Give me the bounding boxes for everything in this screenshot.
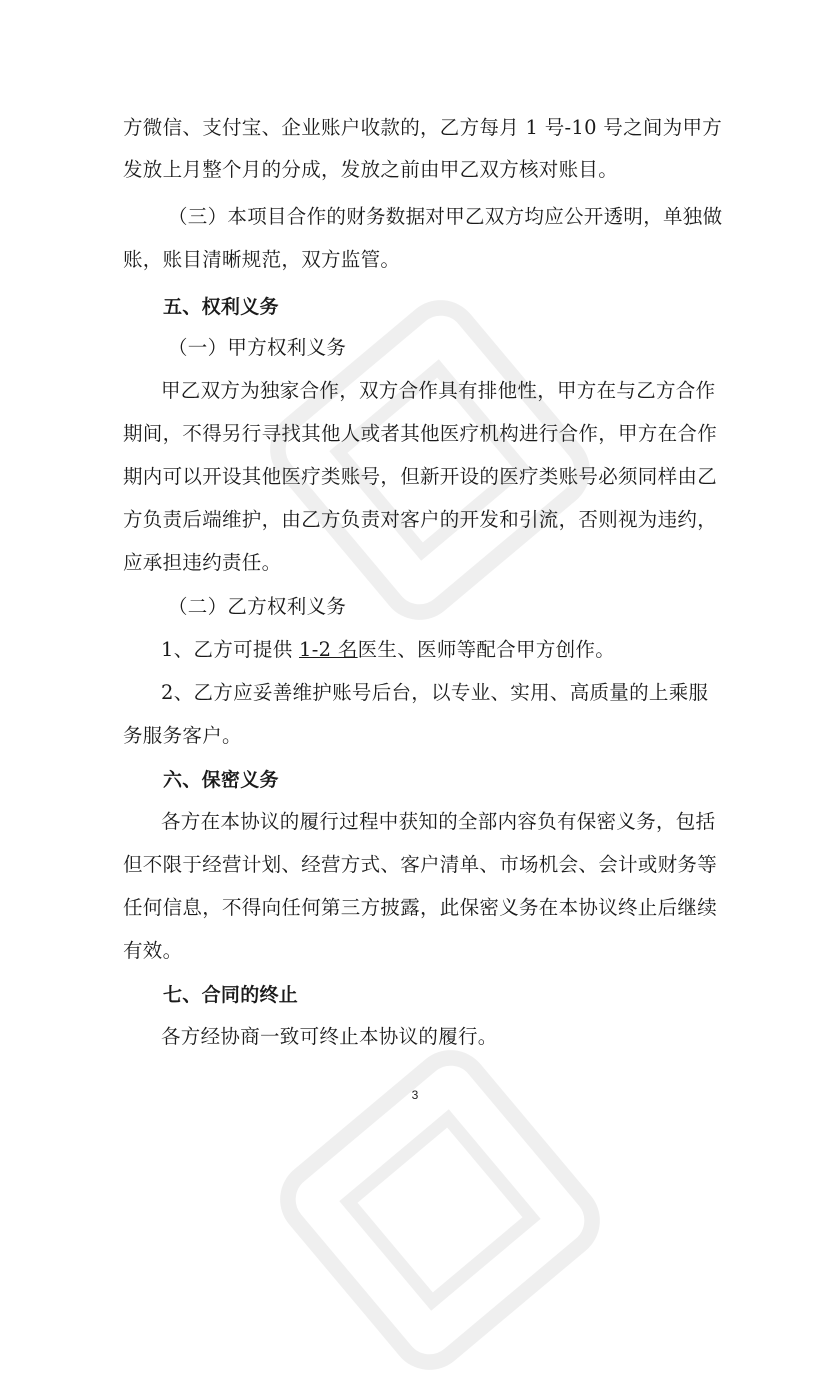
paragraph-line: 任何信息，不得向任何第三方披露，此保密义务在本协议终止后继续 <box>123 896 718 919</box>
subsection-heading: （二）乙方权利义务 <box>168 595 347 618</box>
paragraph-line: （三）本项目合作的财务数据对甲乙双方均应公开透明，单独做 <box>168 205 723 228</box>
section-heading-termination: 七、合同的终止 <box>163 984 299 1006</box>
paragraph-line: 但不限于经营计划、经营方式、客户清单、市场机会、会计或财务等 <box>123 853 718 876</box>
list-item-text: 医生、医师等配合甲方创作。 <box>357 638 616 661</box>
list-item-text: 1、乙方可提供 <box>161 638 300 661</box>
section-heading-rights: 五、权利义务 <box>163 296 279 318</box>
watermark-logo-icon <box>257 1027 623 1393</box>
paragraph-line: 各方在本协议的履行过程中获知的全部内容负有保密义务，包括 <box>161 810 716 833</box>
paragraph-line: 账，账目清晰规范，双方监管。 <box>123 248 401 271</box>
paragraph-line: 期间，不得另行寻找其他人或者其他医疗机构进行合作，甲方在合作 <box>123 422 718 445</box>
section-heading-confidentiality: 六、保密义务 <box>163 769 279 791</box>
subsection-heading: （一）甲方权利义务 <box>168 336 347 359</box>
paragraph-line: 各方经协商一致可终止本协议的履行。 <box>161 1025 498 1048</box>
paragraph-line: 方负责后端维护，由乙方负责对客户的开发和引流，否则视为违约， <box>123 508 718 531</box>
watermark-logo-icon <box>247 277 613 643</box>
paragraph-line: 方微信、支付宝、企业账户收款的，乙方每月 1 号-10 号之间为甲方 <box>123 116 723 139</box>
page-number: 3 <box>411 1088 419 1102</box>
paragraph-line: 甲乙双方为独家合作，双方合作具有排他性，甲方在与乙方合作 <box>161 379 716 402</box>
paragraph-line <box>161 638 615 662</box>
paragraph-line: 有效。 <box>123 939 183 962</box>
paragraph-line: 2、乙方应妥善维护账号后台，以专业、实用、高质量的上乘服 <box>161 681 709 704</box>
underlined-number: 1-2 名 <box>299 638 358 661</box>
paragraph-line: 期内可以开设其他医疗类账号，但新开设的医疗类账号必须同样由乙 <box>123 465 718 488</box>
paragraph-line: 发放上月整个月的分成，发放之前由甲乙双方核对账目。 <box>123 158 619 181</box>
paragraph-line: 务服务客户。 <box>123 724 242 747</box>
paragraph-line: 应承担违约责任。 <box>123 551 282 574</box>
